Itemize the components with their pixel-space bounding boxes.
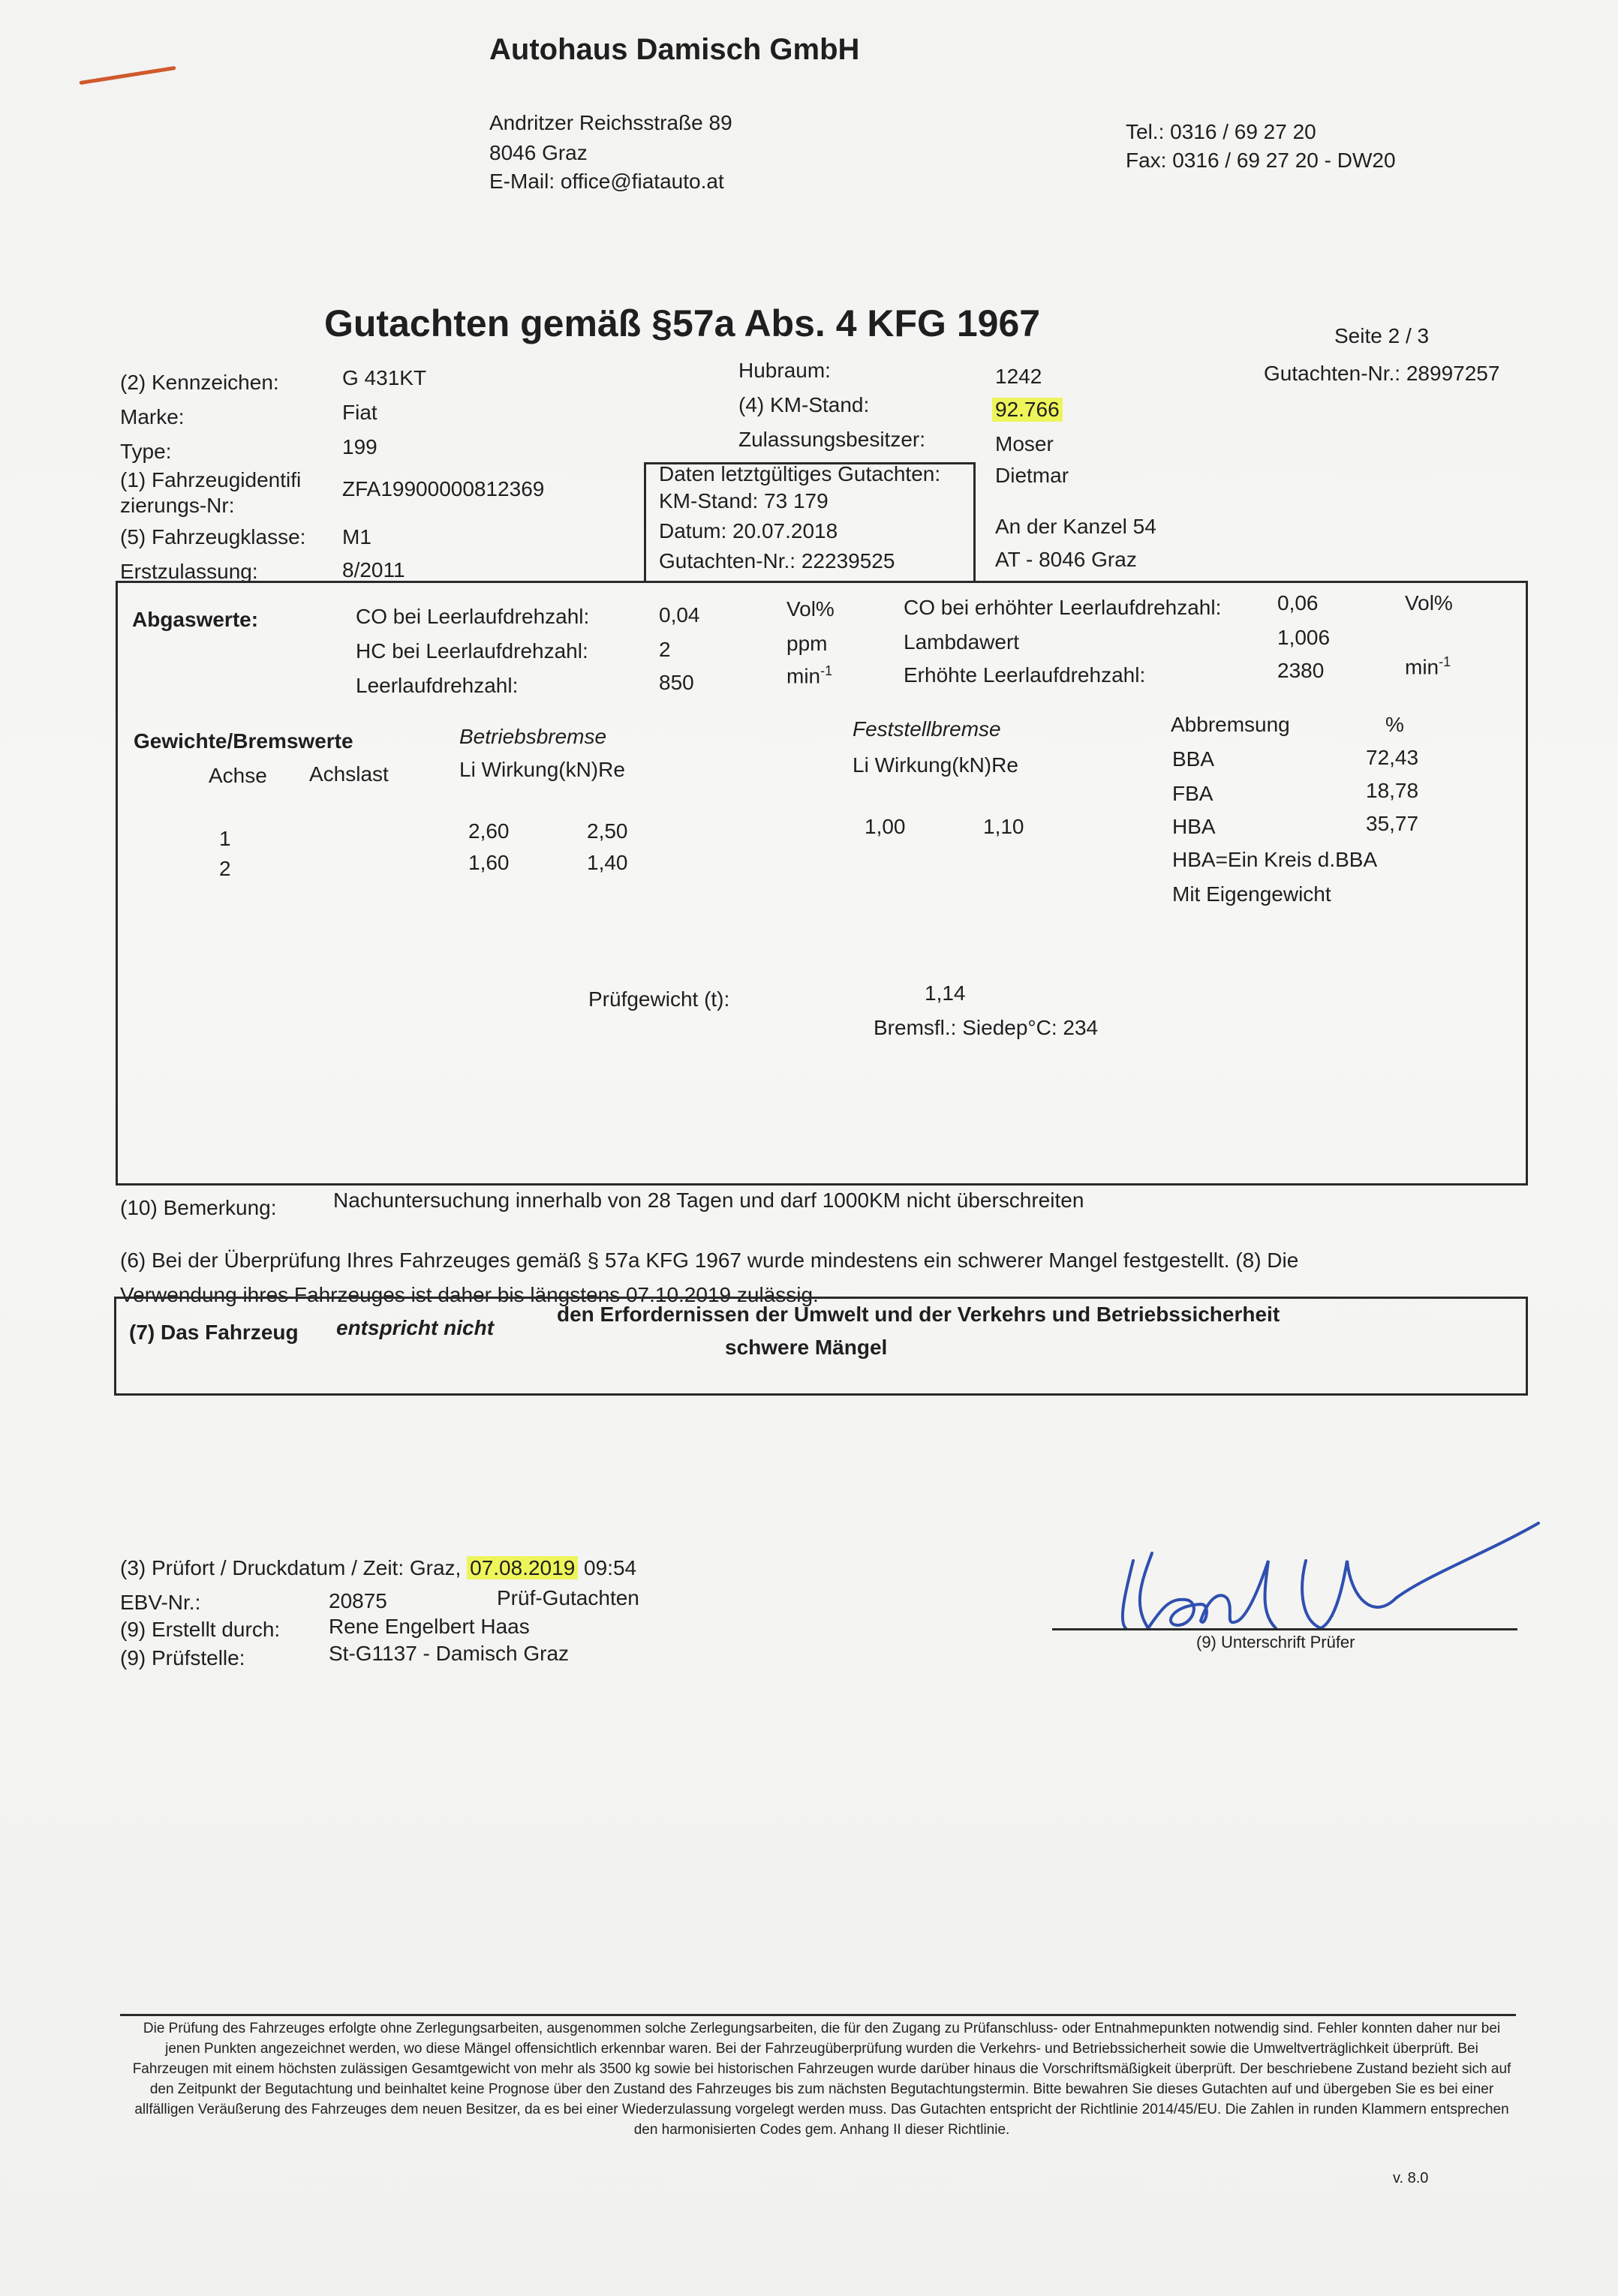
achslast-header: Achslast [309, 762, 389, 786]
erstellt-value: Rene Engelbert Haas [329, 1615, 530, 1638]
axle-2-re: 1,40 [587, 851, 628, 874]
company-fax: Fax: 0316 / 69 27 20 - DW20 [1126, 149, 1396, 172]
axle-2-nr: 2 [219, 857, 231, 880]
disclaimer-text: Die Prüfung des Fahrzeuges erfolgte ohne Zerlegungsarbeiten, ausgenommen solche Zerlegungsarbeiten, die für den Zugang zu Prüfanschluss- oder Entnahmepunkten notwendig sind. Fehler konnten daher nur bei jenen Punkten angezeichnet werden, wo diese Mängel offensichtlich erkennbar waren. Bei der Fahrzeugüberprüfung wurden die Verkehrs- und Betriebssicherheit sowie die Umweltverträglichkeit überprüft. Bei Fahrzeugen mit einem höchsten zulässigen Gesamtgewicht von mehr als 3500 kg sowie bei historischen Fahrzeugen wurde darüber hinaus die Vorschriftsmäßigkeit überprüft. Der beschriebene Zustand bezieht sich auf den Zeitpunkt der Begutachtung und beinhaltet keine Prognose über den Zustand des Fahrzeuges bis zum nächsten Begutachtungstermin. Bitte bewahren Sie dieses Gutachten auf und übergeben Sie es bei einer allfälligen Veräußerung des Fahrzeuges dem neuen Besitzer, da es bei einer Wiederzulassung vorgelegt werden muss. Das Gutachten entspricht der Richtlinie 2014/45/EU. Die Zahlen in runden Klammern entsprechen den harmonisierten Codes gem. Anhang II dieser Richtlinie. [132, 2021, 1511, 2138]
fin-value: ZFA19900000812369 [342, 477, 545, 500]
fin-label-1: (1) Fahrzeugidentifi [120, 468, 302, 491]
signature [1081, 1516, 1546, 1643]
idle-unit: $\min^{-1}$ [786, 663, 833, 688]
fba-label: FBA [1172, 782, 1214, 805]
axle-1-re: 2,50 [587, 819, 628, 843]
co-high-value: 0,06 [1277, 591, 1319, 615]
pruefgewicht-value: 1,14 [925, 981, 966, 1005]
hubraum-label: Hubraum: [738, 359, 831, 382]
footer-line [120, 2014, 1516, 2016]
version: v. 8.0 [1393, 2170, 1429, 2186]
axle-1-nr: 1 [219, 827, 231, 850]
besitzer-label: Zulassungsbesitzer: [738, 428, 926, 451]
lambda-label: Lambdawert [904, 630, 1020, 654]
fba-value: 18,78 [1366, 779, 1419, 802]
besitzer-city: AT - 8046 Graz [995, 548, 1137, 571]
feststellbremse-header: Feststellbremse [853, 717, 1001, 741]
company-city: 8046 Graz [489, 141, 588, 164]
betriebsbremse-header: Betriebsbremse [459, 725, 607, 748]
axle-2-li: 1,60 [468, 851, 510, 874]
signature-line [1052, 1628, 1517, 1630]
print-date: 07.08.2019 [467, 1556, 578, 1579]
ebv-value: 20875 [329, 1589, 387, 1612]
km-label: (4) KM-Stand: [738, 393, 870, 416]
last-report-date: Datum: 20.07.2018 [659, 519, 838, 542]
percent-header: % [1385, 713, 1404, 736]
report-type: Prüf-Gutachten [497, 1586, 639, 1609]
high-idle-label: Erhöhte Leerlaufdrehzahl: [904, 663, 1146, 687]
pruefstelle-label: (9) Prüfstelle: [120, 1646, 245, 1669]
hc-value: 2 [659, 638, 671, 661]
last-report-heading: Daten letztgültiges Gutachten: [659, 462, 941, 485]
hba-note: HBA=Ein Kreis d.BBA [1172, 848, 1378, 871]
last-report-number: Gutachten-Nr.: 22239525 [659, 549, 895, 572]
klasse-label: (5) Fahrzeugklasse: [120, 525, 306, 548]
verdict-line-2: schwere Mängel [725, 1336, 888, 1359]
co-high-label: CO bei erhöhter Leerlaufdrehzahl: [904, 596, 1222, 619]
erstellt-label: (9) Erstellt durch: [120, 1618, 281, 1641]
axle-1-park-re: 1,10 [983, 815, 1024, 838]
ebv-label: EBV-Nr.: [120, 1591, 201, 1614]
idle-value: 850 [659, 671, 694, 694]
co-unit: Vol% [786, 597, 835, 621]
besitzer-name-2: Dietmar [995, 464, 1069, 487]
kennzeichen-value: G 431KT [342, 366, 427, 389]
idle-label: Leerlaufdrehzahl: [356, 674, 519, 697]
company-street: Andritzer Reichsstraße 89 [489, 111, 732, 134]
pen-mark [79, 66, 176, 85]
type-label: Type: [120, 440, 172, 463]
pruefstelle-value: St-G1137 - Damisch Graz [329, 1642, 570, 1665]
high-idle-value: 2380 [1277, 659, 1325, 682]
defect-line-2: Verwendung ihres Fahrzeuges ist daher bis längstens 07.10.2019 zulässig. [120, 1283, 819, 1306]
last-report-km: KM-Stand: 73 179 [659, 489, 829, 512]
erstzulassung-value: 8/2011 [342, 558, 405, 582]
page-number: Seite 2 / 3 [1334, 324, 1430, 347]
remark-text: Nachuntersuchung innerhalb von 28 Tagen und darf 1000KM nicht überschreiten [333, 1189, 1084, 1212]
verdict-part-2: entspricht nicht [336, 1316, 495, 1339]
pruefgewicht-label: Prüfgewicht (t): [588, 987, 730, 1011]
kennzeichen-label: (2) Kennzeichen: [120, 371, 279, 394]
hc-unit: ppm [786, 632, 828, 655]
betriebsbremse-wirkung: Li Wirkung(kN)Re [459, 758, 625, 781]
lambda-value: 1,006 [1277, 626, 1331, 649]
page-title: Gutachten gemäß §57a Abs. 4 KFG 1967 [324, 302, 1041, 344]
report-number: Gutachten-Nr.: 28997257 [1264, 362, 1500, 385]
achse-header: Achse [209, 764, 267, 787]
company-email: E-Mail: office@fiatauto.at [489, 170, 724, 193]
marke-label: Marke: [120, 405, 185, 428]
axle-1-li: 2,60 [468, 819, 510, 843]
exhaust-heading: Abgaswerte: [132, 608, 259, 631]
axle-1-park-li: 1,00 [865, 815, 906, 838]
eigengewicht-note: Mit Eigengewicht [1172, 882, 1331, 906]
verdict-part-3: den Erfordernissen der Umwelt und der Verkehrs und Betriebssicherheit [557, 1303, 1280, 1326]
km-value: 92.766 [992, 398, 1063, 422]
erstzulassung-label: Erstzulassung: [120, 560, 258, 583]
abbremsung-header: Abbremsung [1171, 713, 1290, 736]
signature-label: (9) Unterschrift Prüfer [1196, 1633, 1355, 1651]
siedepunkt: Bremsfl.: Siedep°C: 234 [874, 1016, 1099, 1039]
co-value: 0,04 [659, 603, 700, 627]
feststellbremse-wirkung: Li Wirkung(kN)Re [853, 753, 1018, 777]
marke-value: Fiat [342, 401, 377, 424]
co-high-unit: Vol% [1405, 591, 1453, 615]
defect-line-1: (6) Bei der Überprüfung Ihres Fahrzeuges gemäß § 57a KFG 1967 wurde mindestens ein schwerer Mangel festgestellt. (8) Die [120, 1249, 1299, 1272]
bba-label: BBA [1172, 747, 1215, 771]
besitzer-street: An der Kanzel 54 [995, 515, 1156, 538]
klasse-value: M1 [342, 525, 371, 548]
co-label: CO bei Leerlaufdrehzahl: [356, 605, 590, 628]
hba-value: 35,77 [1366, 812, 1419, 835]
besitzer-name-1: Moser [995, 432, 1054, 455]
pruefort-line: (3) Prüfort / Druckdatum / Zeit: Graz, 07.08.2019 09:54 [120, 1556, 637, 1579]
fin-label-2: zierungs-Nr: [120, 494, 235, 517]
bba-value: 72,43 [1366, 746, 1419, 769]
type-value: 199 [342, 435, 377, 458]
brakes-heading: Gewichte/Bremswerte [134, 729, 353, 753]
company-name: Autohaus Damisch GmbH [489, 33, 860, 66]
remark-label: (10) Bemerkung: [120, 1196, 277, 1219]
verdict-part-1: (7) Das Fahrzeug [129, 1321, 299, 1344]
hba-label: HBA [1172, 815, 1216, 838]
company-tel: Tel.: 0316 / 69 27 20 [1126, 120, 1316, 143]
hubraum-value: 1242 [995, 365, 1042, 388]
high-idle-unit: $\min^{-1}$ [1405, 654, 1451, 679]
hc-label: HC bei Leerlaufdrehzahl: [356, 639, 588, 663]
